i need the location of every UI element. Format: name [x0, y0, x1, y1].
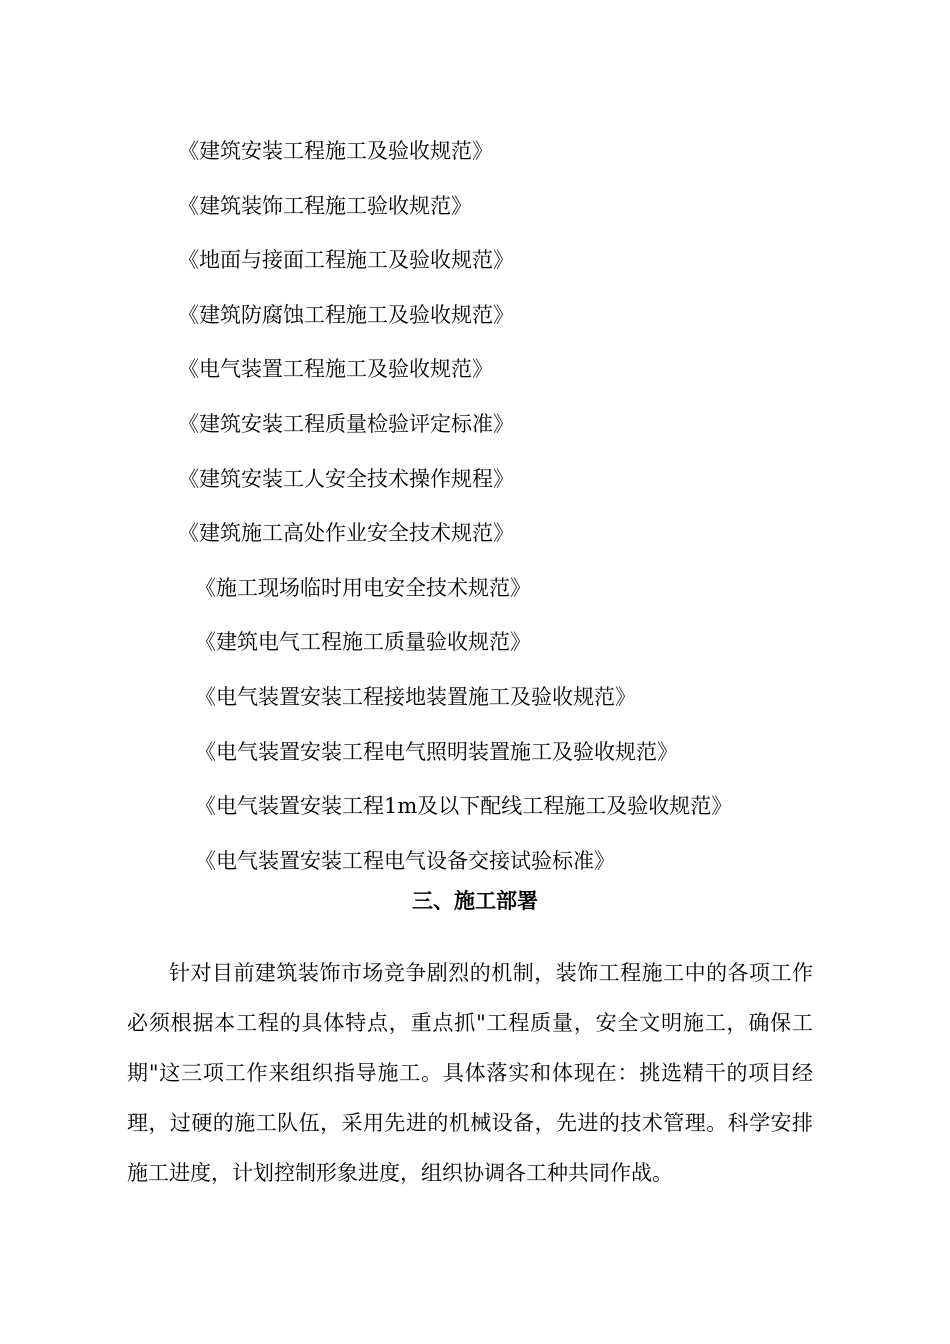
section-paragraph: 针对目前建筑装饰市场竞争剧烈的机制，装饰工程施工中的各项工作必须根据本工程的具体特点，重点抓"工程质量，安全文明施工，确保工期"这三项工作来组织指导施工。具体落实和体现在：挑选精干的项目经理，过硬的施工队伍，采用先进的机械设备，先进的技术管理。科学安排施工进度，计划控制形象进度，组织协调各工种共同作战。	[127, 961, 813, 1185]
standard-item: 《建筑防腐蚀工程施工及验收规范》	[178, 302, 514, 327]
standard-item: 《建筑施工高处作业安全技术规范》	[178, 521, 514, 546]
standard-item: 《电气装置安装工程接地装置施工及验收规范》	[195, 684, 636, 709]
standard-item: 《建筑安装工人安全技术操作规程》	[178, 466, 514, 491]
standard-item: 《电气装置工程施工及验收规范》	[178, 357, 493, 382]
standard-item: 《电气装置安装工程电气照明装置施工及验收规范》	[195, 739, 678, 764]
section-title: 三、施工部署	[412, 888, 538, 913]
standard-item: 《电气装置安装工程电气设备交接试验标准》	[195, 848, 615, 873]
standard-item: 《施工现场临时用电安全技术规范》	[195, 575, 531, 600]
standard-item: 《建筑安装工程施工及验收规范》	[178, 139, 493, 163]
standard-item: 《地面与接面工程施工及验收规范》	[178, 248, 514, 273]
standard-item: 《建筑电气工程施工质量验收规范》	[195, 630, 531, 655]
standard-item: 《电气装置安装工程1m及以下配线工程施工及验收规范》	[195, 794, 733, 819]
standard-item: 《建筑安装工程质量检验评定标准》	[178, 411, 514, 436]
standard-item: 《建筑装饰工程施工验收规范》	[178, 193, 472, 218]
standards-list	[0, 124, 950, 888]
